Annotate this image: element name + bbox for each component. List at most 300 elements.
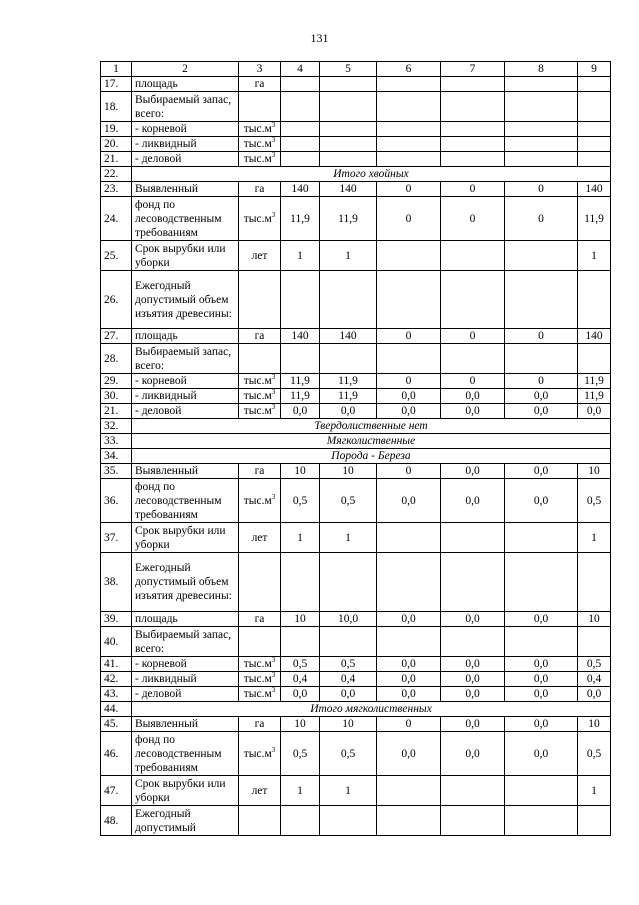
unit-text: тыс.м [243, 212, 272, 225]
row-number: 25. [101, 241, 132, 271]
row-number: 42. [101, 672, 132, 687]
value-cell [505, 122, 578, 137]
indicator-name: Выбираемый запас, всего: [132, 344, 239, 374]
value-cell: 0,0 [377, 672, 441, 687]
value-cell [377, 271, 441, 329]
value-cell [320, 271, 377, 329]
value-cell: 0 [377, 464, 441, 479]
table-body [101, 62, 611, 836]
unit-cell [239, 672, 281, 687]
row-number: 21. [101, 404, 132, 419]
value-cell [320, 122, 377, 137]
unit-cell [239, 523, 281, 553]
value-cell [505, 271, 578, 329]
value-cell [281, 553, 320, 612]
table-row [101, 717, 611, 732]
header-row [101, 62, 611, 77]
value-cell: 0 [377, 374, 441, 389]
value-cell: 0,0 [377, 612, 441, 627]
value-cell [441, 776, 505, 806]
row-number: 40. [101, 627, 132, 657]
indicator-name: - корневой [132, 374, 239, 389]
row-number: 29. [101, 374, 132, 389]
row-number: 17. [101, 77, 132, 92]
value-cell [320, 627, 377, 657]
unit-cell [239, 389, 281, 404]
value-cell: 0,5 [281, 732, 320, 776]
row-number: 41. [101, 657, 132, 672]
table-row [101, 344, 611, 374]
indicator-name: Выявленный [132, 717, 239, 732]
value-cell: 11,9 [281, 389, 320, 404]
table-row [101, 612, 611, 627]
value-cell: 0,0 [505, 732, 578, 776]
row-number: 21. [101, 152, 132, 167]
value-cell: 0 [377, 182, 441, 197]
indicator-name: Ежегодный допустимый [132, 806, 239, 836]
value-cell: 0,4 [578, 672, 611, 687]
value-cell [505, 776, 578, 806]
value-cell [377, 77, 441, 92]
value-cell [505, 627, 578, 657]
row-number: 26. [101, 271, 132, 329]
indicator-name: - деловой [132, 152, 239, 167]
value-cell [441, 77, 505, 92]
table-row [101, 404, 611, 419]
value-cell: 1 [320, 241, 377, 271]
value-cell [281, 77, 320, 92]
table-row [101, 241, 611, 271]
unit-text: тыс.м [243, 405, 272, 417]
value-cell: 0,4 [320, 672, 377, 687]
value-cell: 0,0 [441, 672, 505, 687]
value-cell: 0 [505, 374, 578, 389]
unit-superscript: 3 [271, 210, 276, 219]
header-cell: 4 [281, 62, 320, 77]
unit-text: га [254, 183, 265, 195]
value-cell [320, 806, 377, 836]
value-cell: 0,0 [505, 657, 578, 672]
value-cell: 0 [377, 717, 441, 732]
value-cell [377, 553, 441, 612]
value-cell [281, 122, 320, 137]
value-cell: 0,0 [281, 687, 320, 702]
unit-cell [239, 687, 281, 702]
row-number: 45. [101, 717, 132, 732]
table-row [101, 806, 611, 836]
table-row [101, 77, 611, 92]
value-cell: 0 [441, 374, 505, 389]
value-cell [377, 627, 441, 657]
table-row [101, 464, 611, 479]
value-cell: 0 [505, 182, 578, 197]
value-cell: 0,0 [441, 389, 505, 404]
value-cell: 0,0 [578, 687, 611, 702]
row-number: 24. [101, 197, 132, 241]
value-cell: 140 [320, 182, 377, 197]
table-row [101, 553, 611, 612]
row-number: 30. [101, 389, 132, 404]
unit-superscript: 3 [271, 136, 276, 145]
unit-text: тыс.м [243, 747, 272, 760]
value-cell: 0,0 [320, 404, 377, 419]
value-cell: 0,0 [441, 717, 505, 732]
table-row [101, 197, 611, 241]
page-number: 131 [310, 31, 329, 45]
table-row [101, 687, 611, 702]
value-cell: 0 [441, 197, 505, 241]
value-cell: 0,0 [505, 389, 578, 404]
value-cell: 0,0 [320, 687, 377, 702]
value-cell: 0,0 [441, 732, 505, 776]
value-cell [441, 122, 505, 137]
value-cell [441, 137, 505, 152]
value-cell [578, 271, 611, 329]
unit-superscript: 3 [271, 656, 276, 665]
table-row [101, 92, 611, 122]
value-cell [320, 92, 377, 122]
row-number: 34. [101, 449, 132, 464]
unit-text: тыс.м [243, 658, 272, 670]
value-cell [441, 152, 505, 167]
value-cell: 1 [320, 776, 377, 806]
value-cell: 0,5 [320, 479, 377, 523]
value-cell: 1 [578, 241, 611, 271]
value-cell: 0,0 [441, 657, 505, 672]
value-cell: 1 [281, 523, 320, 553]
value-cell [281, 152, 320, 167]
row-number: 36. [101, 479, 132, 523]
value-cell: 10,0 [320, 612, 377, 627]
table-row [101, 374, 611, 389]
value-cell: 10 [578, 717, 611, 732]
unit-cell [239, 271, 281, 329]
value-cell [377, 152, 441, 167]
value-cell [578, 344, 611, 374]
unit-text: лет [251, 249, 268, 262]
value-cell: 0,0 [505, 672, 578, 687]
unit-text: тыс.м [243, 153, 272, 165]
value-cell [578, 137, 611, 152]
section-title: Твердолиственные нет [132, 419, 611, 434]
header-cell: 3 [239, 62, 281, 77]
value-cell [441, 627, 505, 657]
unit-cell [239, 329, 281, 344]
header-cell: 9 [578, 62, 611, 77]
section-title: Итого мягколиственных [132, 702, 611, 717]
unit-cell [239, 344, 281, 374]
section-title: Порода - Береза [132, 449, 611, 464]
value-cell: 140 [578, 329, 611, 344]
value-cell: 0,5 [320, 657, 377, 672]
value-cell: 10 [281, 464, 320, 479]
value-cell: 1 [281, 241, 320, 271]
unit-text: га [254, 718, 265, 730]
row-number: 39. [101, 612, 132, 627]
indicator-name: Выявленный [132, 464, 239, 479]
table-row [101, 657, 611, 672]
unit-cell [239, 197, 281, 241]
indicator-name: Срок вырубки или уборки [132, 776, 239, 806]
indicator-name: Выбираемый запас, всего: [132, 92, 239, 122]
value-cell: 10 [281, 612, 320, 627]
value-cell: 0,0 [377, 732, 441, 776]
unit-cell [239, 374, 281, 389]
unit-text: га [254, 613, 265, 625]
value-cell: 0,5 [578, 732, 611, 776]
value-cell [320, 344, 377, 374]
table-row [101, 523, 611, 553]
indicator-name: - деловой [132, 404, 239, 419]
value-cell [441, 92, 505, 122]
value-cell: 0,0 [505, 717, 578, 732]
value-cell: 0,0 [377, 657, 441, 672]
value-cell [578, 806, 611, 836]
value-cell: 0,0 [377, 479, 441, 523]
value-cell: 0,0 [505, 464, 578, 479]
indicator-name: Срок вырубки или уборки [132, 523, 239, 553]
value-cell: 0,0 [377, 687, 441, 702]
value-cell [320, 77, 377, 92]
unit-cell [239, 806, 281, 836]
value-cell: 10 [320, 464, 377, 479]
value-cell: 0 [441, 182, 505, 197]
value-cell: 0 [377, 329, 441, 344]
value-cell [281, 137, 320, 152]
table-row [101, 776, 611, 806]
value-cell: 0,5 [578, 479, 611, 523]
unit-text: лет [251, 531, 268, 544]
value-cell: 140 [281, 329, 320, 344]
value-cell [377, 137, 441, 152]
value-cell [320, 137, 377, 152]
value-cell [441, 271, 505, 329]
row-number: 20. [101, 137, 132, 152]
section-row [101, 434, 611, 449]
value-cell: 0,0 [505, 404, 578, 419]
row-number: 28. [101, 344, 132, 374]
unit-cell [239, 241, 281, 271]
unit-cell [239, 732, 281, 776]
row-number: 23. [101, 182, 132, 197]
value-cell [578, 122, 611, 137]
value-cell [320, 152, 377, 167]
value-cell [505, 523, 578, 553]
unit-cell [239, 657, 281, 672]
value-cell: 0,0 [281, 404, 320, 419]
unit-text: тыс.м [243, 494, 272, 507]
indicator-name: - ликвидный [132, 672, 239, 687]
value-cell: 0 [505, 329, 578, 344]
value-cell [505, 344, 578, 374]
value-cell: 1 [320, 523, 377, 553]
table-row [101, 329, 611, 344]
section-row [101, 449, 611, 464]
table-row [101, 122, 611, 137]
value-cell [505, 152, 578, 167]
unit-superscript: 3 [271, 121, 276, 130]
table-row [101, 672, 611, 687]
value-cell [578, 92, 611, 122]
unit-cell [239, 776, 281, 806]
unit-cell [239, 92, 281, 122]
row-number: 46. [101, 732, 132, 776]
row-number: 22. [101, 167, 132, 182]
section-row [101, 167, 611, 182]
section-title: Итого хвойных [132, 167, 611, 182]
value-cell: 0,0 [505, 612, 578, 627]
unit-superscript: 3 [271, 671, 276, 680]
value-cell: 10 [578, 464, 611, 479]
header-cell: 5 [320, 62, 377, 77]
header-cell: 2 [132, 62, 239, 77]
value-cell [441, 344, 505, 374]
value-cell: 0,5 [281, 657, 320, 672]
value-cell: 11,9 [281, 197, 320, 241]
value-cell [505, 92, 578, 122]
value-cell: 10 [320, 717, 377, 732]
unit-text: тыс.м [243, 123, 272, 135]
value-cell: 0,0 [578, 404, 611, 419]
indicator-name: фонд по лесоводственным требованиям [132, 197, 239, 241]
row-number: 18. [101, 92, 132, 122]
value-cell: 11,9 [320, 389, 377, 404]
value-cell [505, 553, 578, 612]
value-cell: 0,5 [578, 657, 611, 672]
value-cell [505, 77, 578, 92]
value-cell: 11,9 [578, 389, 611, 404]
indicator-name: Выявленный [132, 182, 239, 197]
row-number: 38. [101, 553, 132, 612]
value-cell [505, 806, 578, 836]
header-cell: 6 [377, 62, 441, 77]
row-number: 33. [101, 434, 132, 449]
indicator-name: Выбираемый запас, всего: [132, 627, 239, 657]
unit-text: тыс.м [243, 375, 272, 387]
value-cell [281, 92, 320, 122]
unit-cell [239, 77, 281, 92]
indicator-name: площадь [132, 329, 239, 344]
value-cell [505, 241, 578, 271]
unit-text: га [254, 78, 265, 90]
table-row [101, 389, 611, 404]
indicator-name: Ежегодный допустимый объем изъятия древесины: [132, 553, 239, 612]
value-cell [578, 152, 611, 167]
unit-text: тыс.м [243, 138, 272, 150]
indicator-name: площадь [132, 77, 239, 92]
value-cell [320, 553, 377, 612]
value-cell [377, 122, 441, 137]
section-title: Мягколиственные [132, 434, 611, 449]
value-cell: 11,9 [320, 374, 377, 389]
unit-cell [239, 479, 281, 523]
unit-superscript: 3 [271, 492, 276, 501]
value-cell: 0,5 [320, 732, 377, 776]
unit-text: га [254, 330, 265, 342]
table-row [101, 152, 611, 167]
value-cell: 0,0 [441, 479, 505, 523]
unit-cell [239, 717, 281, 732]
value-cell: 10 [281, 717, 320, 732]
value-cell: 1 [578, 776, 611, 806]
value-cell [441, 553, 505, 612]
indicator-name: - корневой [132, 657, 239, 672]
unit-cell [239, 152, 281, 167]
indicator-name: - ликвидный [132, 389, 239, 404]
value-cell [377, 241, 441, 271]
unit-superscript: 3 [271, 373, 276, 382]
value-cell: 11,9 [281, 374, 320, 389]
unit-superscript: 3 [271, 403, 276, 412]
value-cell [377, 92, 441, 122]
row-number: 27. [101, 329, 132, 344]
unit-superscript: 3 [271, 151, 276, 160]
unit-cell [239, 627, 281, 657]
value-cell: 11,9 [320, 197, 377, 241]
value-cell: 140 [578, 182, 611, 197]
value-cell: 0,0 [441, 464, 505, 479]
unit-superscript: 3 [271, 745, 276, 754]
value-cell: 0 [377, 197, 441, 241]
value-cell: 0,0 [441, 612, 505, 627]
row-number: 47. [101, 776, 132, 806]
indicator-name: - деловой [132, 687, 239, 702]
row-number: 48. [101, 806, 132, 836]
unit-cell [239, 404, 281, 419]
value-cell [281, 344, 320, 374]
value-cell: 0,0 [377, 404, 441, 419]
value-cell [441, 241, 505, 271]
value-cell: 10 [578, 612, 611, 627]
value-cell: 1 [281, 776, 320, 806]
value-cell [377, 806, 441, 836]
value-cell [441, 806, 505, 836]
unit-cell [239, 612, 281, 627]
value-cell [281, 806, 320, 836]
table-row [101, 627, 611, 657]
value-cell [281, 627, 320, 657]
value-cell: 0,0 [441, 404, 505, 419]
value-cell: 11,9 [578, 374, 611, 389]
forest-fund-table [100, 61, 611, 836]
unit-cell [239, 182, 281, 197]
section-row [101, 702, 611, 717]
value-cell [441, 523, 505, 553]
row-number: 19. [101, 122, 132, 137]
value-cell [578, 77, 611, 92]
value-cell: 0,0 [441, 687, 505, 702]
value-cell [377, 344, 441, 374]
unit-cell [239, 464, 281, 479]
table-row [101, 732, 611, 776]
unit-text: тыс.м [243, 688, 272, 700]
value-cell [505, 137, 578, 152]
value-cell: 0,0 [377, 389, 441, 404]
unit-cell [239, 122, 281, 137]
indicator-name: площадь [132, 612, 239, 627]
row-number: 43. [101, 687, 132, 702]
value-cell [578, 627, 611, 657]
value-cell: 0 [505, 197, 578, 241]
indicator-name: Ежегодный допустимый объем изъятия древесины: [132, 271, 239, 329]
value-cell: 0,5 [281, 479, 320, 523]
unit-text: тыс.м [243, 390, 272, 402]
unit-text: тыс.м [243, 673, 272, 685]
value-cell: 140 [281, 182, 320, 197]
row-number: 32. [101, 419, 132, 434]
table-row [101, 182, 611, 197]
header-cell: 1 [101, 62, 132, 77]
